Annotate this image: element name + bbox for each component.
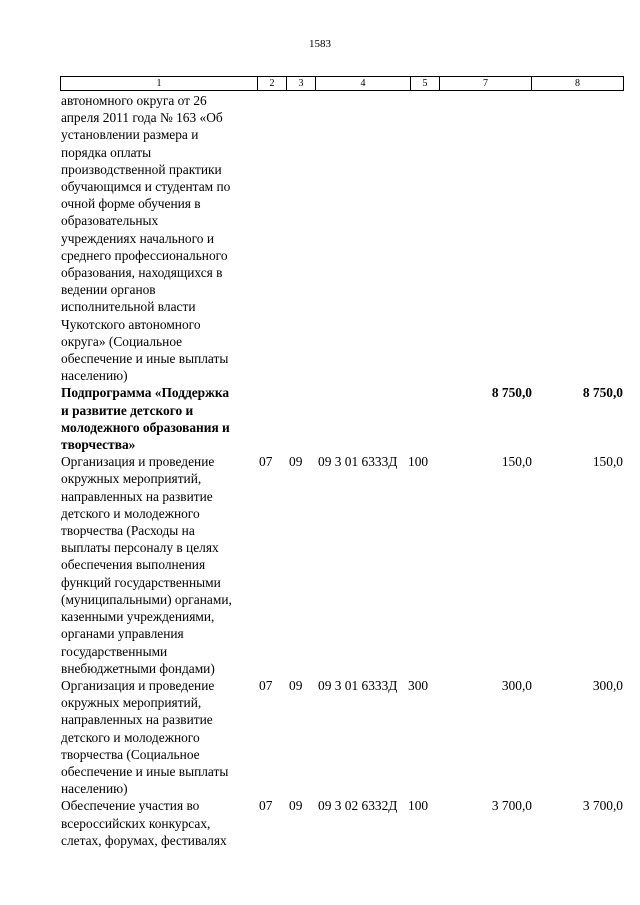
header-col-8: 8: [532, 77, 624, 91]
sum-2020: 150,0: [501, 454, 532, 470]
header-col-3: 3: [287, 77, 316, 91]
sum-2021: 8 750,0: [582, 385, 623, 401]
header-col-2: 2: [258, 77, 287, 91]
table-row-subprogram: [0, 384, 640, 453]
row-name: Подпрограмма «Поддержка и развитие детского и молодежного образования и творчества»: [61, 385, 230, 453]
sum-2021: 3 700,0: [582, 798, 623, 814]
podrazdel-code: 09: [289, 677, 303, 693]
table-body: [0, 92, 640, 849]
podrazdel-code: 09: [289, 454, 303, 470]
table-row: [0, 453, 640, 677]
column-header-row: [61, 77, 624, 91]
expense-type-code: 100: [408, 798, 429, 814]
sum-2020: 8 750,0: [491, 385, 532, 401]
expense-type-code: 100: [408, 454, 429, 470]
sum-2020: 3 700,0: [491, 798, 532, 814]
sum-2021: 300,0: [592, 677, 623, 693]
sum-2020: 300,0: [501, 677, 532, 693]
target-article-code: 09 3 01 6333Д: [318, 454, 398, 470]
table-row: [0, 92, 640, 384]
page-number: 1583: [309, 38, 331, 50]
podrazdel-code: 09: [289, 798, 303, 814]
row-name: Организация и проведение окружных мероприятий, направленных на развитие детского и молодежного творчества (Социальное обеспечение и иные выплаты населению): [61, 677, 229, 797]
row-name: Обеспечение участия во всероссийских конкурсах, слетах, форумах, фестивалях: [61, 798, 227, 848]
header-col-5: 5: [411, 77, 440, 91]
table-row: [0, 677, 640, 797]
razdel-code: 07: [259, 677, 273, 693]
row-name: Организация и проведение окружных мероприятий, направленных на развитие детского и молодежного творчества (Расходы на выплаты персоналу в целях обеспечения выполнения функций государственными (муниципальными) органами, казенными учреждениями, органами управления государственными внебюджетными фондами): [61, 454, 232, 676]
header-col-1: 1: [61, 77, 258, 91]
target-article-code: 09 3 01 6333Д: [318, 677, 398, 693]
column-header-table: [60, 76, 624, 91]
header-col-7: 7: [440, 77, 532, 91]
expense-type-code: 300: [408, 677, 429, 693]
table-row: [0, 797, 640, 849]
row-name: автономного округа от 26 апреля 2011 года № 163 «Об установлении размера и порядка оплаты производственной практики обучающимся и студентам по очной форме обучения в образовательных учреждениях начального и среднего профессионального образования, находящихся в ведении органов исполнительной власти Чукотского автономного округа» (Социальное обеспечение и иные выплаты населению): [61, 93, 231, 384]
razdel-code: 07: [259, 454, 273, 470]
header-col-4: 4: [316, 77, 411, 91]
sum-2021: 150,0: [592, 454, 623, 470]
target-article-code: 09 3 02 6332Д: [318, 798, 398, 814]
razdel-code: 07: [259, 798, 273, 814]
